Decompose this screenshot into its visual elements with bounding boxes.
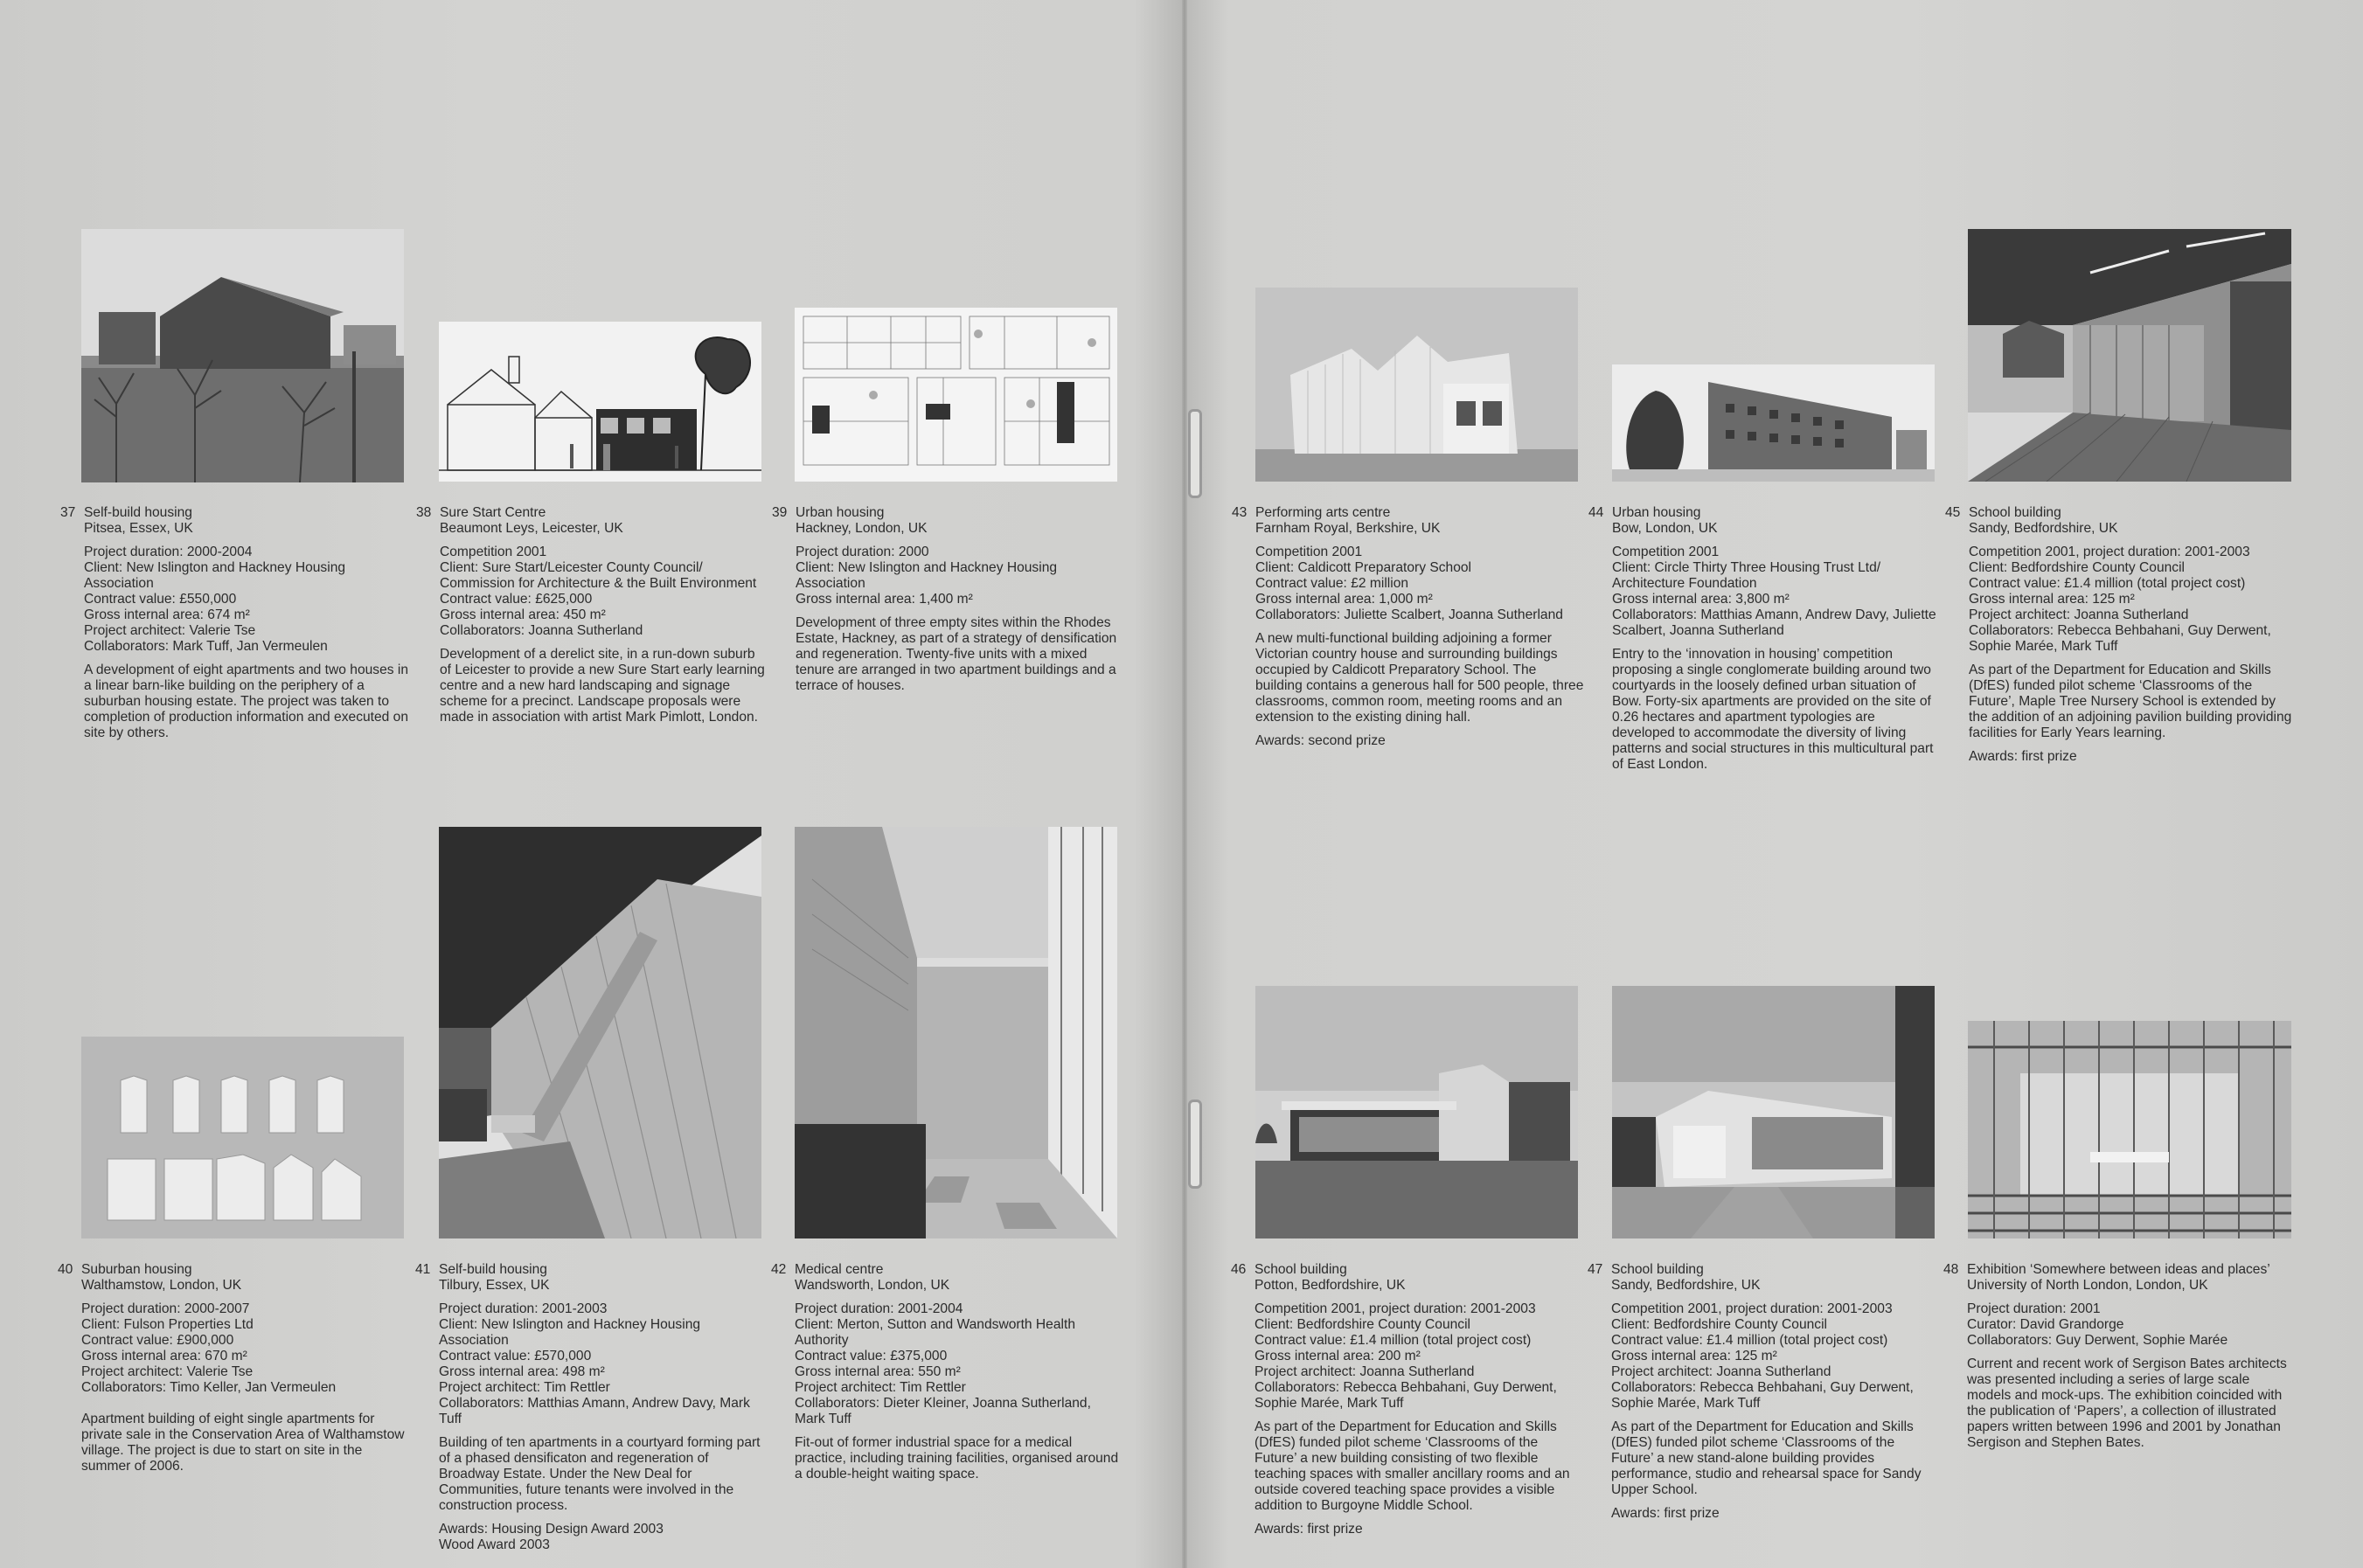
project-title: School building xyxy=(1611,1262,1704,1277)
caption-project-37 xyxy=(60,505,413,741)
project-title: Sure Start Centre xyxy=(440,505,546,520)
meta-line: Competition 2001 xyxy=(440,545,547,559)
meta-line: Project duration: 2000-2004 xyxy=(84,545,253,559)
meta-line: Client: New Islington and Hackney Housing Association xyxy=(796,560,1058,591)
project-description: Building of ten apartments in a courtyard forming part of a phased densificaton and regeneration of Broadway Estate. Under the New Deal for Communities, future tenants were involved in the construction process. xyxy=(439,1435,761,1513)
project-meta xyxy=(1969,545,2297,655)
photo-42-waiting-space xyxy=(795,827,1117,1238)
project-meta xyxy=(440,545,768,639)
meta-line: Gross internal area: 125 m² xyxy=(1969,592,2135,607)
meta-line: Collaborators: Joanna Sutherland xyxy=(440,623,643,638)
meta-line: Contract value: £1.4 million (total project cost) xyxy=(1611,1333,1888,1348)
project-title: Suburban housing xyxy=(81,1262,192,1277)
project-title: Exhibition ‘Somewhere between ideas and places’ xyxy=(1967,1262,2270,1277)
project-description: As part of the Department for Education and Skills (DfES) funded pilot scheme ‘Classrooms of the Future’, Maple Tree Nursery School is extended by the addition of an adjoining pavilion building providing facilities for Early Years learning. xyxy=(1969,663,2292,740)
project-title: Medical centre xyxy=(795,1262,884,1277)
project-location: Tilbury, Essex, UK xyxy=(439,1278,550,1293)
project-number: 47 xyxy=(1588,1262,1603,1277)
page-fold xyxy=(1182,0,1187,1568)
meta-line: Project architect: Valerie Tse xyxy=(81,1364,254,1379)
meta-line: Project architect: Tim Rettler xyxy=(439,1380,610,1395)
project-location: Bow, London, UK xyxy=(1612,521,1718,536)
project-number: 42 xyxy=(771,1262,787,1277)
project-location: Hackney, London, UK xyxy=(796,521,928,536)
meta-line: Client: Caldicott Preparatory School xyxy=(1255,560,1472,575)
award-line: Wood Award 2003 xyxy=(439,1537,550,1552)
project-location: University of North London, London, UK xyxy=(1967,1278,2208,1293)
meta-line: Contract value: £2 million xyxy=(1255,576,1409,591)
project-meta xyxy=(1254,1301,1583,1412)
photo-41-timber-courtyard xyxy=(439,827,761,1238)
meta-line: Project architect: Joanna Sutherland xyxy=(1254,1364,1475,1379)
meta-line: Client: Bedfordshire County Council xyxy=(1969,560,2186,575)
project-awards xyxy=(439,1522,768,1553)
meta-line: Gross internal area: 1,000 m² xyxy=(1255,592,1433,607)
meta-line: Collaborators: Dieter Kleiner, Joanna Sutherland, Mark Tuff xyxy=(795,1396,1091,1426)
caption-project-40 xyxy=(58,1262,410,1474)
meta-line: Competition 2001, project duration: 2001-2003 xyxy=(1611,1301,1893,1316)
meta-line: Project architect: Valerie Tse xyxy=(84,623,256,638)
project-title: Self-build housing xyxy=(439,1262,547,1277)
meta-line: Client: New Islington and Hackney Housing Association xyxy=(439,1317,701,1348)
project-title: Urban housing xyxy=(796,505,885,520)
project-meta xyxy=(439,1301,768,1427)
meta-line: Gross internal area: 125 m² xyxy=(1611,1349,1777,1363)
meta-line: Collaborators: Juliette Scalbert, Joanna Sutherland xyxy=(1255,607,1563,622)
caption-project-47 xyxy=(1588,1262,1940,1522)
project-number: 44 xyxy=(1588,505,1604,520)
project-location: Sandy, Bedfordshire, UK xyxy=(1611,1278,1761,1293)
meta-line: Client: Bedfordshire County Council xyxy=(1254,1317,1471,1332)
photo-47-sandy-school xyxy=(1612,986,1935,1238)
meta-line: Contract value: £900,000 xyxy=(81,1333,234,1348)
project-description: As part of the Department for Education and Skills (DfES) funded pilot scheme ‘Classrooms of the Future’ a new building consisting of two flexible teaching spaces with smaller ancillary rooms and an outside covered teaching space provides a visible addition to Burgoyne Middle School. xyxy=(1254,1419,1570,1513)
meta-line: Collaborators: Matthias Amann, Andrew Davy, Juliette Scalbert, Joanna Sutherland xyxy=(1612,607,1936,638)
project-number: 48 xyxy=(1943,1262,1959,1277)
project-description: A development of eight apartments and two houses in a linear barn-like building on the periphery of a suburban housing estate. The project was taken to completion of production information and executed on site by others. xyxy=(84,663,409,740)
meta-line: Collaborators: Rebecca Behbahani, Guy Derwent, Sophie Marée, Mark Tuff xyxy=(1611,1380,1914,1411)
project-meta xyxy=(1967,1301,2296,1349)
caption-project-46 xyxy=(1231,1262,1583,1537)
meta-line: Gross internal area: 498 m² xyxy=(439,1364,605,1379)
meta-line: Collaborators: Matthias Amann, Andrew Davy, Mark Tuff xyxy=(439,1396,750,1426)
project-meta xyxy=(796,545,1124,607)
project-location: Potton, Bedfordshire, UK xyxy=(1254,1278,1406,1293)
meta-line: Gross internal area: 670 m² xyxy=(81,1349,247,1363)
project-number: 39 xyxy=(772,505,788,520)
project-description: Development of a derelict site, in a run-down suburb of Leicester to provide a new Sure Start early learning centre and a new hard landscaping and signage scheme for a precinct. Landscape proposals were made in association with artist Mark Pimlott, London. xyxy=(440,647,765,725)
meta-line: Collaborators: Rebecca Behbahani, Guy Derwent, Sophie Marée, Mark Tuff xyxy=(1254,1380,1557,1411)
award-line: Awards: second prize xyxy=(1255,733,1386,748)
project-awards xyxy=(1969,749,2297,765)
photo-43-arts-centre-model xyxy=(1255,288,1578,482)
meta-line: Gross internal area: 200 m² xyxy=(1254,1349,1421,1363)
staple-bottom xyxy=(1188,1100,1202,1189)
meta-line: Project duration: 2001-2003 xyxy=(439,1301,608,1316)
project-meta xyxy=(84,545,413,655)
meta-line: Project architect: Joanna Sutherland xyxy=(1611,1364,1831,1379)
award-line: Awards: Housing Design Award 2003 xyxy=(439,1522,664,1537)
project-description: A new multi-functional building adjoining a former Victorian country house and surrounding buildings occupied by Caldicott Preparatory School. The building contains a generous hall for 500 people, three classrooms, common room, meeting rooms and an extension to the existing dining hall. xyxy=(1255,631,1584,725)
meta-line: Gross internal area: 450 m² xyxy=(440,607,606,622)
project-title: School building xyxy=(1254,1262,1347,1277)
award-line: Awards: first prize xyxy=(1969,749,2077,764)
caption-project-39 xyxy=(772,505,1124,694)
project-awards xyxy=(1255,733,1584,749)
project-number: 38 xyxy=(416,505,432,520)
project-description: Development of three empty sites within the Rhodes Estate, Hackney, as part of a strategy of densification and regeneration. Twenty-five units with a mixed tenure are arranged in two apartment buildings and a terrace of houses. xyxy=(796,615,1117,693)
caption-project-42 xyxy=(771,1262,1123,1482)
meta-line: Client: Bedfordshire County Council xyxy=(1611,1317,1828,1332)
photo-38-sure-start-drawing xyxy=(439,322,761,482)
meta-line: Competition 2001 xyxy=(1255,545,1363,559)
meta-line: Client: New Islington and Hackney Housing Association xyxy=(84,560,346,591)
meta-line: Collaborators: Rebecca Behbahani, Guy Derwent, Sophie Marée, Mark Tuff xyxy=(1969,623,2271,654)
meta-line: Project duration: 2000 xyxy=(796,545,929,559)
meta-line: Project duration: 2000-2007 xyxy=(81,1301,250,1316)
staple-top xyxy=(1188,409,1202,498)
meta-line: Competition 2001, project duration: 2001-2003 xyxy=(1969,545,2250,559)
project-number: 40 xyxy=(58,1262,73,1277)
meta-line: Project architect: Tim Rettler xyxy=(795,1380,966,1395)
caption-project-44 xyxy=(1588,505,1941,773)
caption-project-45 xyxy=(1945,505,2297,765)
project-meta xyxy=(1611,1301,1940,1412)
project-description: Current and recent work of Sergison Bates architects was presented including a series of large scale models and mock-ups. The exhibition coincided with the publication of ‘Papers’, a collection of illustrated papers written between 1996 and 2001 by Jonathan Sergison and Stephen Bates. xyxy=(1967,1356,2287,1450)
award-line: Awards: first prize xyxy=(1611,1506,1720,1521)
project-awards xyxy=(1254,1522,1583,1537)
meta-line: Contract value: £1.4 million (total project cost) xyxy=(1254,1333,1532,1348)
photo-40-block-models xyxy=(81,1037,404,1238)
project-meta xyxy=(81,1301,410,1396)
project-title: Urban housing xyxy=(1612,505,1701,520)
project-awards xyxy=(1611,1506,1940,1522)
meta-line: Collaborators: Mark Tuff, Jan Vermeulen xyxy=(84,639,328,654)
meta-line: Contract value: £625,000 xyxy=(440,592,593,607)
project-description: Fit-out of former industrial space for a medical practice, including training facilities, organised around a double-height waiting space. xyxy=(795,1435,1119,1481)
meta-line: Contract value: £1.4 million (total project cost) xyxy=(1969,576,2246,591)
meta-line: Client: Circle Thirty Three Housing Trust Ltd/ Architecture Foundation xyxy=(1612,560,1881,591)
project-meta xyxy=(1255,545,1584,623)
project-description: As part of the Department for Education and Skills (DfES) funded pilot scheme ‘Classrooms of the Future’ a new stand-alone building provides performance, studio and rehearsal space for Sandy Upper School. xyxy=(1611,1419,1922,1497)
meta-line: Competition 2001, project duration: 2001-2003 xyxy=(1254,1301,1536,1316)
meta-line: Project duration: 2001-2004 xyxy=(795,1301,963,1316)
meta-line: Client: Sure Start/Leicester County Council/ Commission for Architecture & the Built Environment xyxy=(440,560,757,591)
photo-48-exhibition xyxy=(1968,1021,2291,1238)
project-title: Self-build housing xyxy=(84,505,192,520)
meta-line: Contract value: £550,000 xyxy=(84,592,237,607)
project-description: Entry to the ‘innovation in housing’ competition proposing a single conglomerate building around two courtyards in the loosely defined urban situation of Bow. Forty-six apartments are provided on the site of 0.26 hectares and apartment typologies are developed to accommodate the diversity of living patterns and social structures in this multicultural part of East London. xyxy=(1612,647,1934,772)
meta-line: Contract value: £570,000 xyxy=(439,1349,592,1363)
caption-project-43 xyxy=(1232,505,1584,749)
project-location: Sandy, Bedfordshire, UK xyxy=(1969,521,2118,536)
project-number: 45 xyxy=(1945,505,1961,520)
meta-line: Gross internal area: 3,800 m² xyxy=(1612,592,1790,607)
meta-line: Gross internal area: 550 m² xyxy=(795,1364,961,1379)
meta-line: Collaborators: Guy Derwent, Sophie Marée xyxy=(1967,1333,2228,1348)
meta-line: Collaborators: Timo Keller, Jan Vermeulen xyxy=(81,1380,337,1395)
award-line: Awards: first prize xyxy=(1254,1522,1363,1537)
meta-line: Client: Merton, Sutton and Wandsworth Health Authority xyxy=(795,1317,1075,1348)
meta-line: Competition 2001 xyxy=(1612,545,1720,559)
project-meta xyxy=(795,1301,1123,1427)
meta-line: Project architect: Joanna Sutherland xyxy=(1969,607,2189,622)
caption-project-48 xyxy=(1943,1262,2296,1451)
caption-project-38 xyxy=(416,505,768,725)
meta-line: Gross internal area: 1,400 m² xyxy=(796,592,973,607)
meta-line: Gross internal area: 674 m² xyxy=(84,607,250,622)
photo-46-potton-school xyxy=(1255,986,1578,1238)
caption-project-41 xyxy=(415,1262,768,1553)
meta-line: Client: Fulson Properties Ltd xyxy=(81,1317,254,1332)
meta-line: Contract value: £375,000 xyxy=(795,1349,948,1363)
project-title: Performing arts centre xyxy=(1255,505,1391,520)
project-meta xyxy=(1612,545,1941,639)
project-number: 46 xyxy=(1231,1262,1247,1277)
project-number: 41 xyxy=(415,1262,431,1277)
project-location: Beaumont Leys, Leicester, UK xyxy=(440,521,623,536)
photo-45-covered-deck xyxy=(1968,229,2291,482)
project-description: Apartment building of eight single apartments for private sale in the Conservation Area of Walthamstow village. The project is due to start on site in the summer of 2006. xyxy=(81,1412,405,1474)
photo-44-bow-housing xyxy=(1612,364,1935,482)
meta-line: Curator: David Grandorge xyxy=(1967,1317,2124,1332)
project-location: Farnham Royal, Berkshire, UK xyxy=(1255,521,1441,536)
project-number: 43 xyxy=(1232,505,1248,520)
project-title: School building xyxy=(1969,505,2061,520)
project-number: 37 xyxy=(60,505,76,520)
project-location: Pitsea, Essex, UK xyxy=(84,521,193,536)
project-location: Walthamstow, London, UK xyxy=(81,1278,242,1293)
photo-37-barn-housing xyxy=(81,229,404,482)
project-location: Wandsworth, London, UK xyxy=(795,1278,950,1293)
meta-line: Project duration: 2001 xyxy=(1967,1301,2101,1316)
photo-39-site-plan xyxy=(795,308,1117,482)
